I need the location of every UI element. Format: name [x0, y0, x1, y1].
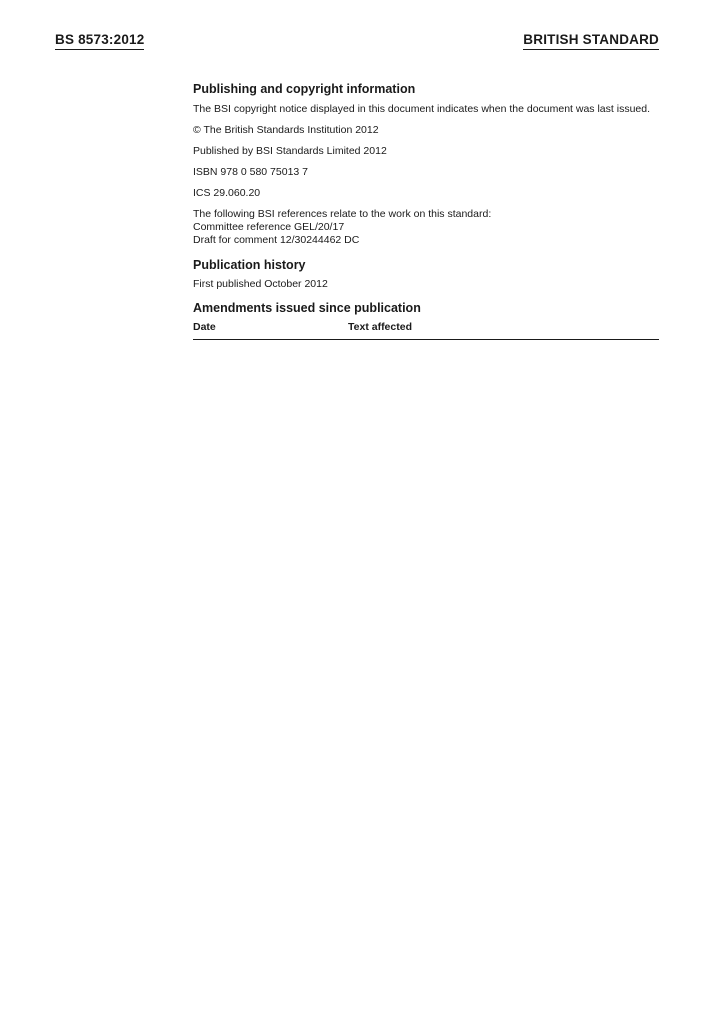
- copyright-notice-text: The BSI copyright notice displayed in this document indicates when the document was last issued.: [193, 103, 651, 115]
- bsi-references: [193, 208, 659, 247]
- page-header: [55, 32, 659, 54]
- publisher-line: Published by BSI Standards Limited 2012: [193, 145, 387, 157]
- copyright-line: © The British Standards Institution 2012: [193, 124, 379, 136]
- committee-reference: Committee reference GEL/20/17: [193, 221, 345, 233]
- text-affected-column-header: Text affected: [348, 321, 412, 333]
- draft-reference: Draft for comment 12/30244462 DC: [193, 234, 360, 246]
- publication-history-title: Publication history: [193, 258, 306, 272]
- isbn-line: ISBN 978 0 580 75013 7: [193, 166, 309, 178]
- first-published-line: First published October 2012: [193, 278, 328, 290]
- publishing-title: Publishing and copyright information: [193, 82, 416, 96]
- standard-type: BRITISH STANDARD: [523, 32, 659, 50]
- ics-line: ICS 29.060.20: [193, 187, 261, 199]
- date-column-header: Date: [193, 321, 216, 333]
- amendments-title: Amendments issued since publication: [193, 301, 421, 315]
- references-intro: The following BSI references relate to the work on this standard:: [193, 208, 492, 220]
- amendments-table: [193, 321, 659, 340]
- publishing-info: [193, 81, 659, 340]
- standard-number: BS 8573:2012: [55, 32, 144, 50]
